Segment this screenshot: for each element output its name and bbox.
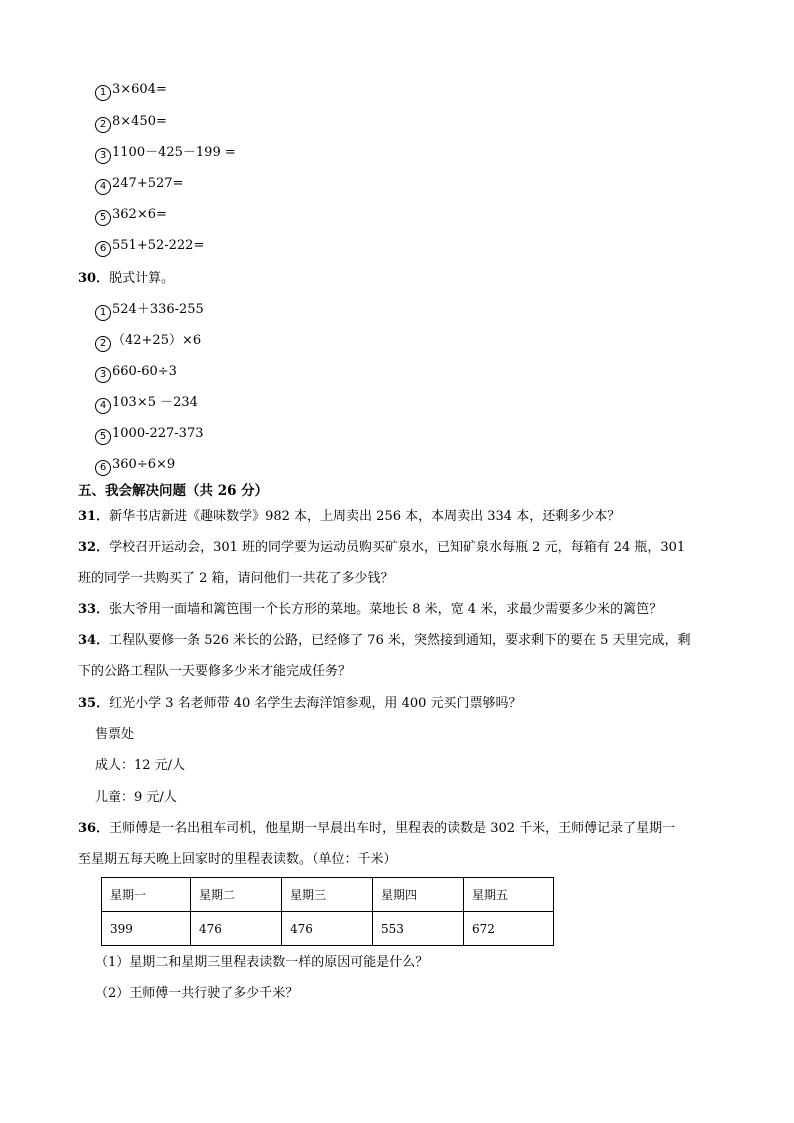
ticket-booth-label: 售票处 (95, 727, 135, 742)
q30-item-6 (95, 456, 175, 476)
question-36 (78, 820, 675, 838)
question-number: 30． (78, 271, 110, 286)
table-header-row (102, 878, 554, 912)
q30-item-text: 660-60÷3 (112, 364, 177, 379)
question-32 (78, 539, 685, 557)
circled-number: 4 (95, 398, 111, 414)
oral-item-6 (95, 237, 204, 257)
question-33 (78, 601, 662, 619)
q36-subquestion-1: （1）星期二和星期三里程表读数一样的原因可能是什么？ (95, 955, 429, 970)
circled-number: 2 (95, 336, 111, 352)
table-cell: 476 (191, 912, 282, 946)
circled-number: 5 (95, 210, 111, 226)
oral-item-5 (95, 206, 167, 226)
table-cell: 672 (464, 912, 554, 946)
oral-item-4 (95, 175, 183, 195)
section-heading: 五、我会解决问题（共 26 分） (78, 483, 269, 499)
oral-item-3 (95, 144, 236, 164)
q30-item-text: 524＋336-255 (112, 302, 204, 317)
oral-item-text: 247+527= (112, 176, 184, 191)
circled-number: 3 (95, 367, 111, 383)
q30-item-text: 360÷6×9 (112, 457, 176, 472)
question-text: 脱式计算。 (109, 271, 175, 286)
table-row (102, 912, 554, 946)
table-cell: 476 (282, 912, 373, 946)
question-text: 张大爷用一面墙和篱笆围一个长方形的菜地。菜地长 8 米，宽 4 米，求最少需要多少米的篱笆？ (109, 602, 663, 617)
question-35 (78, 695, 522, 713)
oral-item-text: 3×604= (112, 82, 167, 97)
question-text: 红光小学 3 名老师带 40 名学生去海洋馆参观，用 400 元买门票够吗？ (109, 696, 522, 711)
question-text-line1: 学校召开运动会，301 班的同学要为运动员购买矿泉水，已知矿泉水每瓶 2 元，每箱有 24 瓶，301 (109, 540, 686, 555)
circled-number: 2 (95, 117, 111, 133)
question-32-line2: 班的同学一共购买了 2 箱，请问他们一共花了多少钱？ (78, 571, 394, 586)
q30-item-text: 103×5 －234 (112, 395, 198, 410)
q30-item-1 (95, 301, 204, 321)
circled-number: 1 (95, 85, 111, 101)
question-number: 36． (78, 821, 110, 836)
table-cell: 553 (373, 912, 464, 946)
question-number: 34． (78, 633, 110, 648)
question-text-line1: 王师傅是一名出租车司机，他星期一早晨出车时，里程表的读数是 302 千米，王师傅记录了星期一 (109, 821, 676, 836)
circled-number: 4 (95, 179, 111, 195)
q30-item-text: （42+25）×6 (112, 333, 202, 348)
question-30 (78, 270, 174, 288)
table-cell: 399 (102, 912, 191, 946)
q30-item-4 (95, 394, 198, 414)
question-number: 31． (78, 509, 110, 524)
oral-item-2 (95, 113, 167, 133)
question-31 (78, 508, 620, 526)
table-header-cell: 星期五 (464, 878, 554, 912)
child-price: 儿童：9 元/人 (95, 790, 177, 805)
circled-number: 6 (95, 460, 111, 476)
question-number: 32． (78, 540, 110, 555)
q30-item-5 (95, 425, 204, 445)
circled-number: 3 (95, 148, 111, 164)
oral-item-text: 8×450= (112, 114, 167, 129)
question-text-line1: 工程队要修一条 526 米长的公路，已经修了 76 米，突然接到通知，要求剩下的要在 5 天里完成，剩 (109, 633, 691, 648)
q36-subquestion-2: （2）王师傅一共行驶了多少千米？ (95, 986, 299, 1001)
circled-number: 1 (95, 305, 111, 321)
question-number: 33． (78, 602, 110, 617)
q30-item-2 (95, 332, 201, 352)
table-header-cell: 星期一 (102, 878, 191, 912)
oral-item-text: 1100－425－199 = (112, 145, 236, 160)
q30-item-text: 1000-227-373 (112, 426, 204, 441)
oral-item-1 (95, 81, 167, 101)
table-header-cell: 星期二 (191, 878, 282, 912)
question-36-line2: 至星期五每天晚上回家时的里程表读数。（单位：千米） (78, 852, 397, 867)
circled-number: 6 (95, 241, 111, 257)
oral-item-text: 551+52-222= (112, 238, 205, 253)
question-text: 新华书店新进《趣味数学》982 本，上周卖出 256 本，本周卖出 334 本，还剩多少本？ (109, 509, 621, 524)
table-header-cell: 星期三 (282, 878, 373, 912)
question-34 (78, 632, 691, 650)
oral-item-text: 362×6= (112, 207, 167, 222)
question-number: 35． (78, 696, 110, 711)
question-34-line2: 下的公路工程队一天要修多少米才能完成任务？ (78, 664, 352, 679)
odometer-table (101, 877, 554, 946)
adult-price: 成人：12 元/人 (95, 758, 186, 773)
table-header-cell: 星期四 (373, 878, 464, 912)
circled-number: 5 (95, 429, 111, 445)
q30-item-3 (95, 363, 177, 383)
